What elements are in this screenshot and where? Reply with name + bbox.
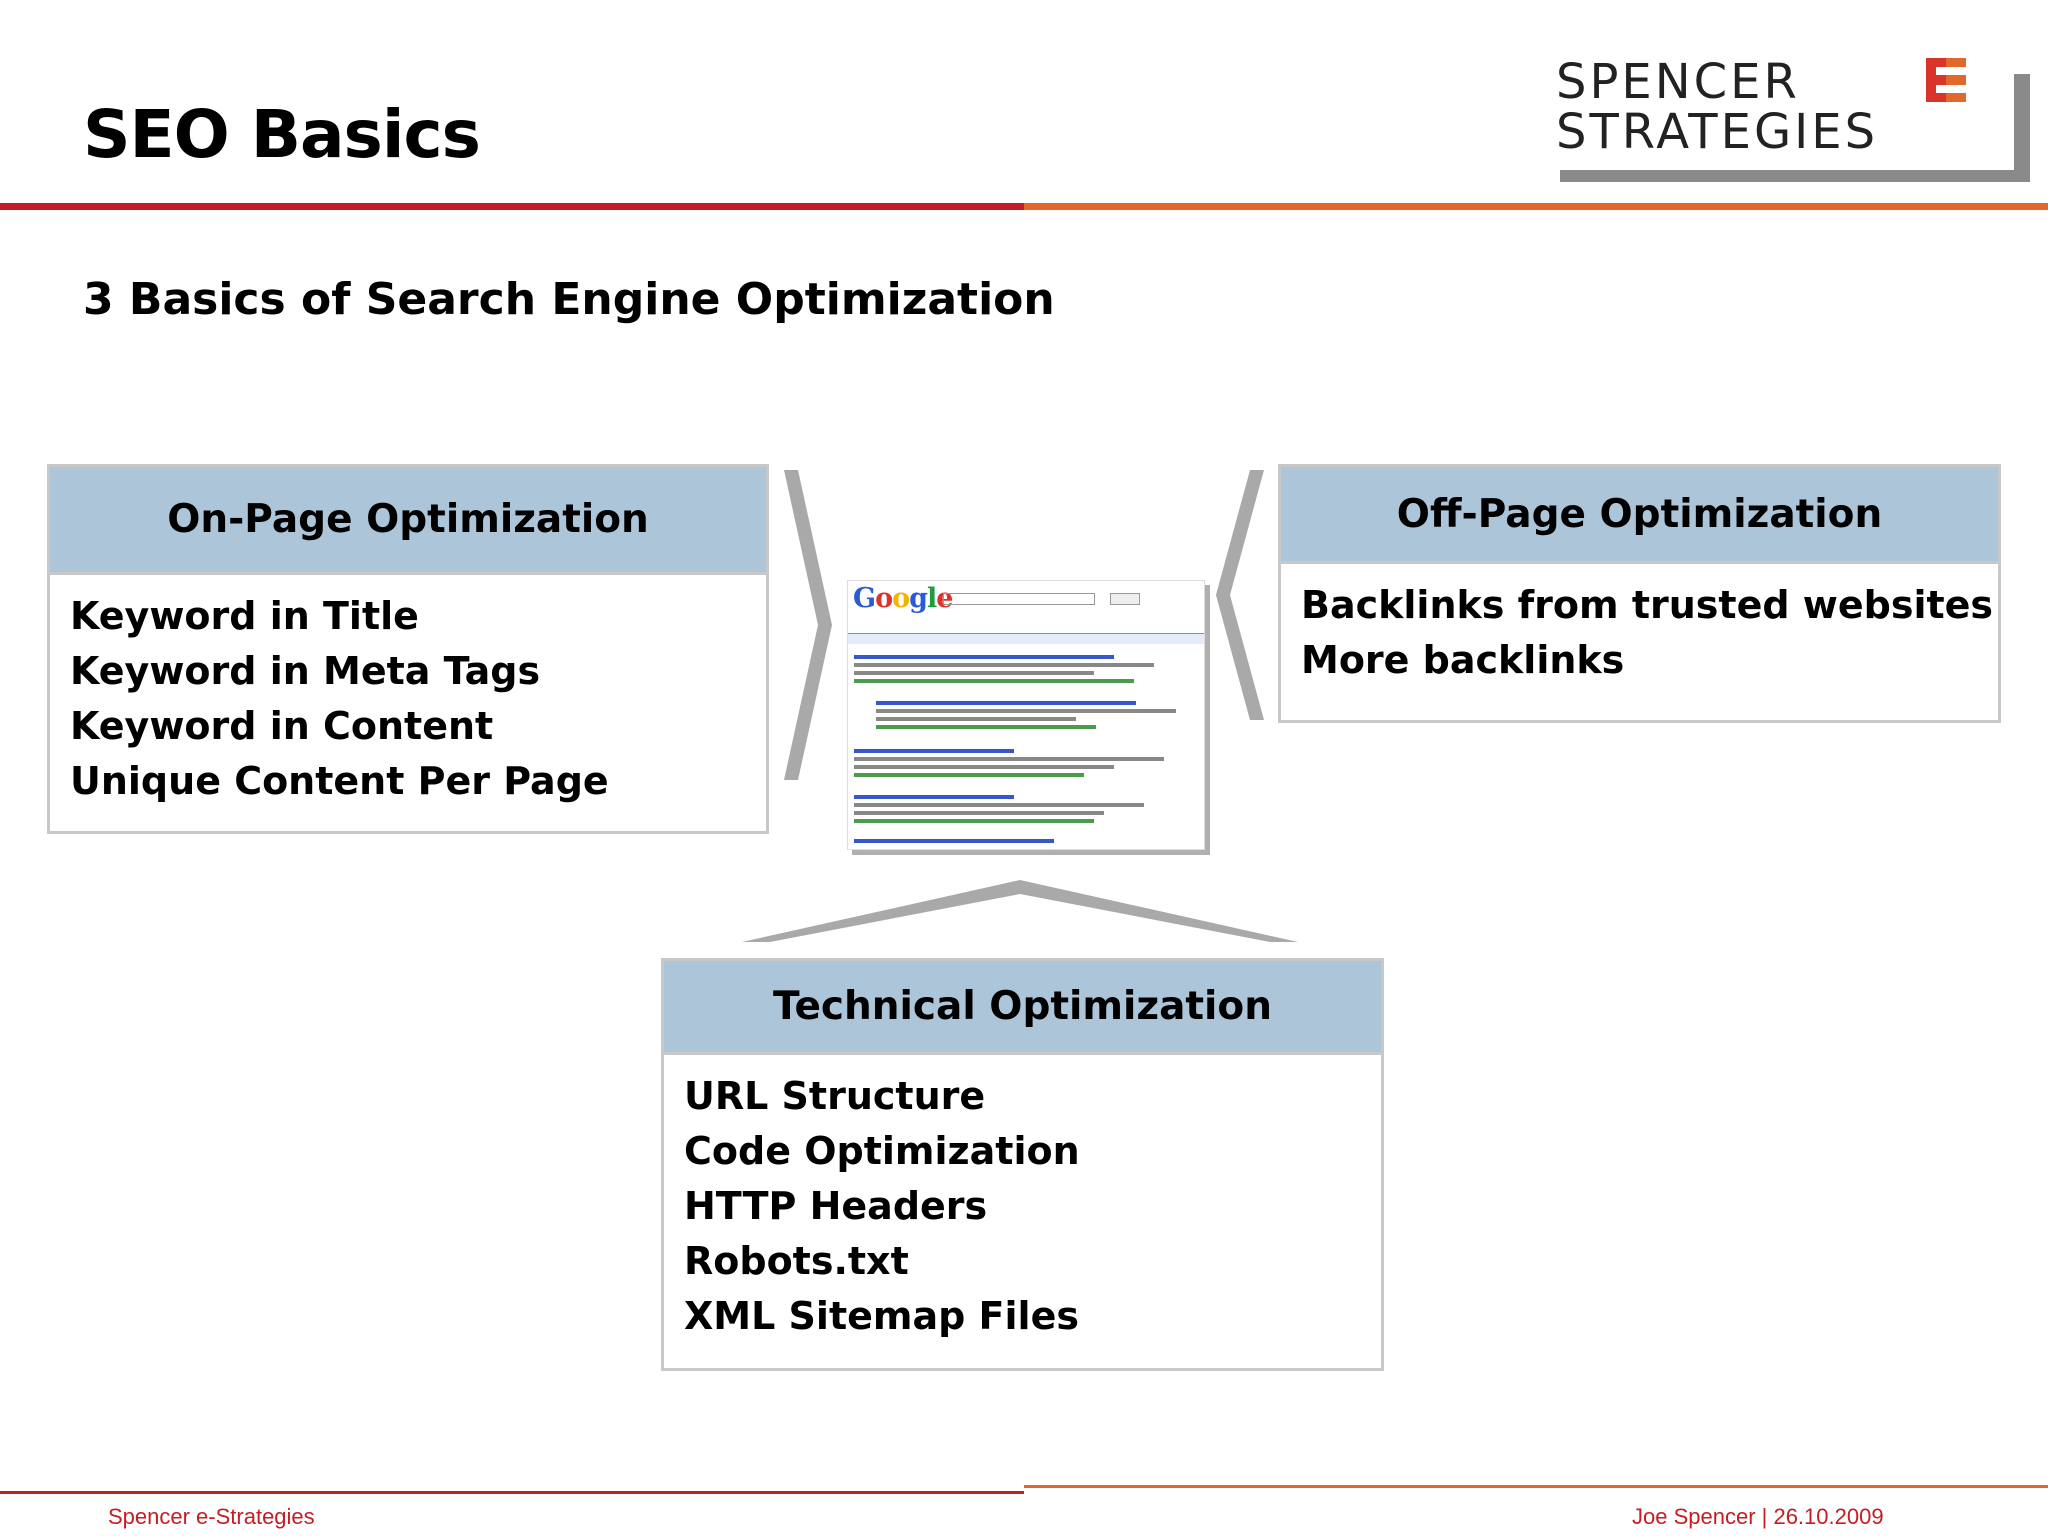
logo-text-line1: SPENCER (1556, 54, 1800, 110)
list-item: Robots.txt (684, 1239, 909, 1283)
search-results-screenshot (847, 580, 1205, 850)
offpage-optimization-box (1278, 464, 2001, 723)
technical-optimization-box (661, 958, 1384, 1371)
arrow-bottom-chevron (742, 880, 1298, 942)
list-item: Backlinks from trusted websites (1301, 583, 1994, 627)
serp-result-snippet (854, 671, 1094, 675)
onpage-optimization-box (47, 464, 769, 834)
serp-result-url (876, 725, 1096, 729)
serp-result-title (854, 749, 1014, 753)
serp-result-snippet (854, 765, 1114, 769)
arrow-left-chevron (784, 470, 832, 780)
list-item: Unique Content Per Page (70, 759, 609, 803)
serp-result-title (876, 701, 1136, 705)
footer-company: Spencer e-Strategies (108, 1504, 315, 1529)
list-item: URL Structure (684, 1074, 986, 1118)
list-item: HTTP Headers (684, 1184, 988, 1228)
serp-result-title (854, 839, 1054, 843)
serp-result-snippet (876, 717, 1076, 721)
onpage-box-list (50, 575, 766, 809)
logo-text-line2: STRATEGIES (1556, 104, 1879, 160)
google-logo-icon: Google (853, 583, 953, 614)
slide-subtitle: 3 Basics of Search Engine Optimization (83, 274, 1055, 325)
serp-result-title (854, 795, 1014, 799)
serp-result-snippet (854, 663, 1154, 667)
arrow-right-chevron (1216, 470, 1264, 720)
serp-result-url (854, 819, 1094, 823)
list-item: More backlinks (1301, 638, 1625, 682)
serp-result-url (854, 773, 1084, 777)
list-item: Keyword in Content (70, 704, 494, 748)
technical-box-list (664, 1055, 1381, 1344)
serp-result-url (854, 679, 1134, 683)
serp-result-snippet (854, 757, 1164, 761)
serp-result-snippet (876, 709, 1176, 713)
footer-author-date: Joe Spencer | 26.10.2009 (1632, 1504, 1884, 1529)
technical-box-title: Technical Optimization (664, 961, 1381, 1055)
serp-results-bar (848, 633, 1204, 644)
offpage-box-list (1281, 564, 1998, 688)
list-item: Keyword in Title (70, 594, 419, 638)
serp-result-snippet (854, 811, 1104, 815)
serp-search-button (1110, 593, 1140, 605)
onpage-box-title: On-Page Optimization (50, 467, 766, 575)
slide-title: SEO Basics (83, 96, 480, 173)
list-item: XML Sitemap Files (684, 1294, 1079, 1338)
footer-divider-red (0, 1491, 1024, 1494)
footer-divider-orange (1024, 1485, 2048, 1488)
serp-result-title (854, 655, 1114, 659)
offpage-box-title: Off-Page Optimization (1281, 467, 1998, 564)
serp-result-snippet (854, 803, 1144, 807)
list-item: Keyword in Meta Tags (70, 649, 541, 693)
serp-search-box (943, 593, 1095, 605)
list-item: Code Optimization (684, 1129, 1080, 1173)
